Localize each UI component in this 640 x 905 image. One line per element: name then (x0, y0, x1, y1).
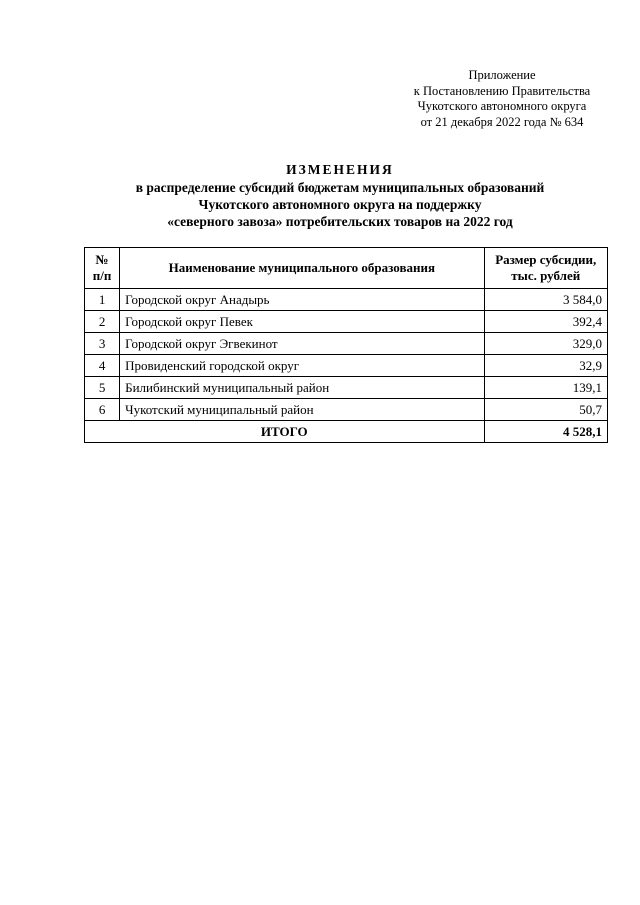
appendix-date: от 21 декабря 2022 года № 634 (420, 114, 584, 129)
appendix-reference: к Постановлению Правительства (413, 83, 591, 98)
table-row (85, 377, 608, 399)
row-municipality: Городской округ Анадырь (120, 289, 484, 311)
row-number: 5 (85, 377, 120, 399)
table-row (85, 355, 608, 377)
document-subtitle-line-3: «северного завоза» потребительских товаров на 2022 год (167, 214, 513, 229)
header-number-line-2: п/п (92, 268, 112, 283)
header-number-line-1: № (95, 252, 109, 267)
row-municipality: Чукотский муниципальный район (120, 399, 484, 421)
document-subtitle-line-1: в распределение субсидий бюджетам муниципальных образований (135, 180, 545, 195)
table-row (85, 311, 608, 333)
header-number (85, 248, 120, 289)
subsidies-table (84, 247, 608, 443)
row-amount: 32,9 (484, 355, 607, 377)
row-amount: 392,4 (484, 311, 607, 333)
row-municipality: Билибинский муниципальный район (120, 377, 484, 399)
appendix-region: Чукотского автономного округа (417, 99, 587, 113)
table-total-row (85, 421, 608, 443)
row-amount: 329,0 (484, 333, 607, 355)
row-amount: 3 584,0 (484, 289, 607, 311)
row-municipality: Городской округ Эгвекинот (120, 333, 484, 355)
appendix-title: Приложение (468, 68, 536, 82)
header-amount-line-2: тыс. рублей (511, 268, 581, 283)
row-number: 6 (85, 399, 120, 421)
total-amount: 4 528,1 (484, 421, 607, 443)
row-amount: 50,7 (484, 399, 607, 421)
header-name: Наименование муниципального образования (120, 248, 484, 289)
table-row (85, 333, 608, 355)
document-subtitle-line-2: Чукотского автономного округа на поддержку (198, 197, 482, 212)
total-label: ИТОГО (85, 421, 485, 443)
appendix-block (380, 68, 624, 130)
row-number: 2 (85, 311, 120, 333)
row-number: 1 (85, 289, 120, 311)
header-amount-line-1: Размер субсидии, (495, 252, 597, 267)
row-amount: 139,1 (484, 377, 607, 399)
row-number: 3 (85, 333, 120, 355)
document-title: ИЗМЕНЕНИЯ (286, 162, 394, 177)
row-number: 4 (85, 355, 120, 377)
document-heading (60, 161, 620, 230)
header-amount (484, 248, 607, 289)
row-municipality: Городской округ Певек (120, 311, 484, 333)
table-row (85, 399, 608, 421)
row-municipality: Провиденский городской округ (120, 355, 484, 377)
table-header-row (85, 248, 608, 289)
table-row (85, 289, 608, 311)
